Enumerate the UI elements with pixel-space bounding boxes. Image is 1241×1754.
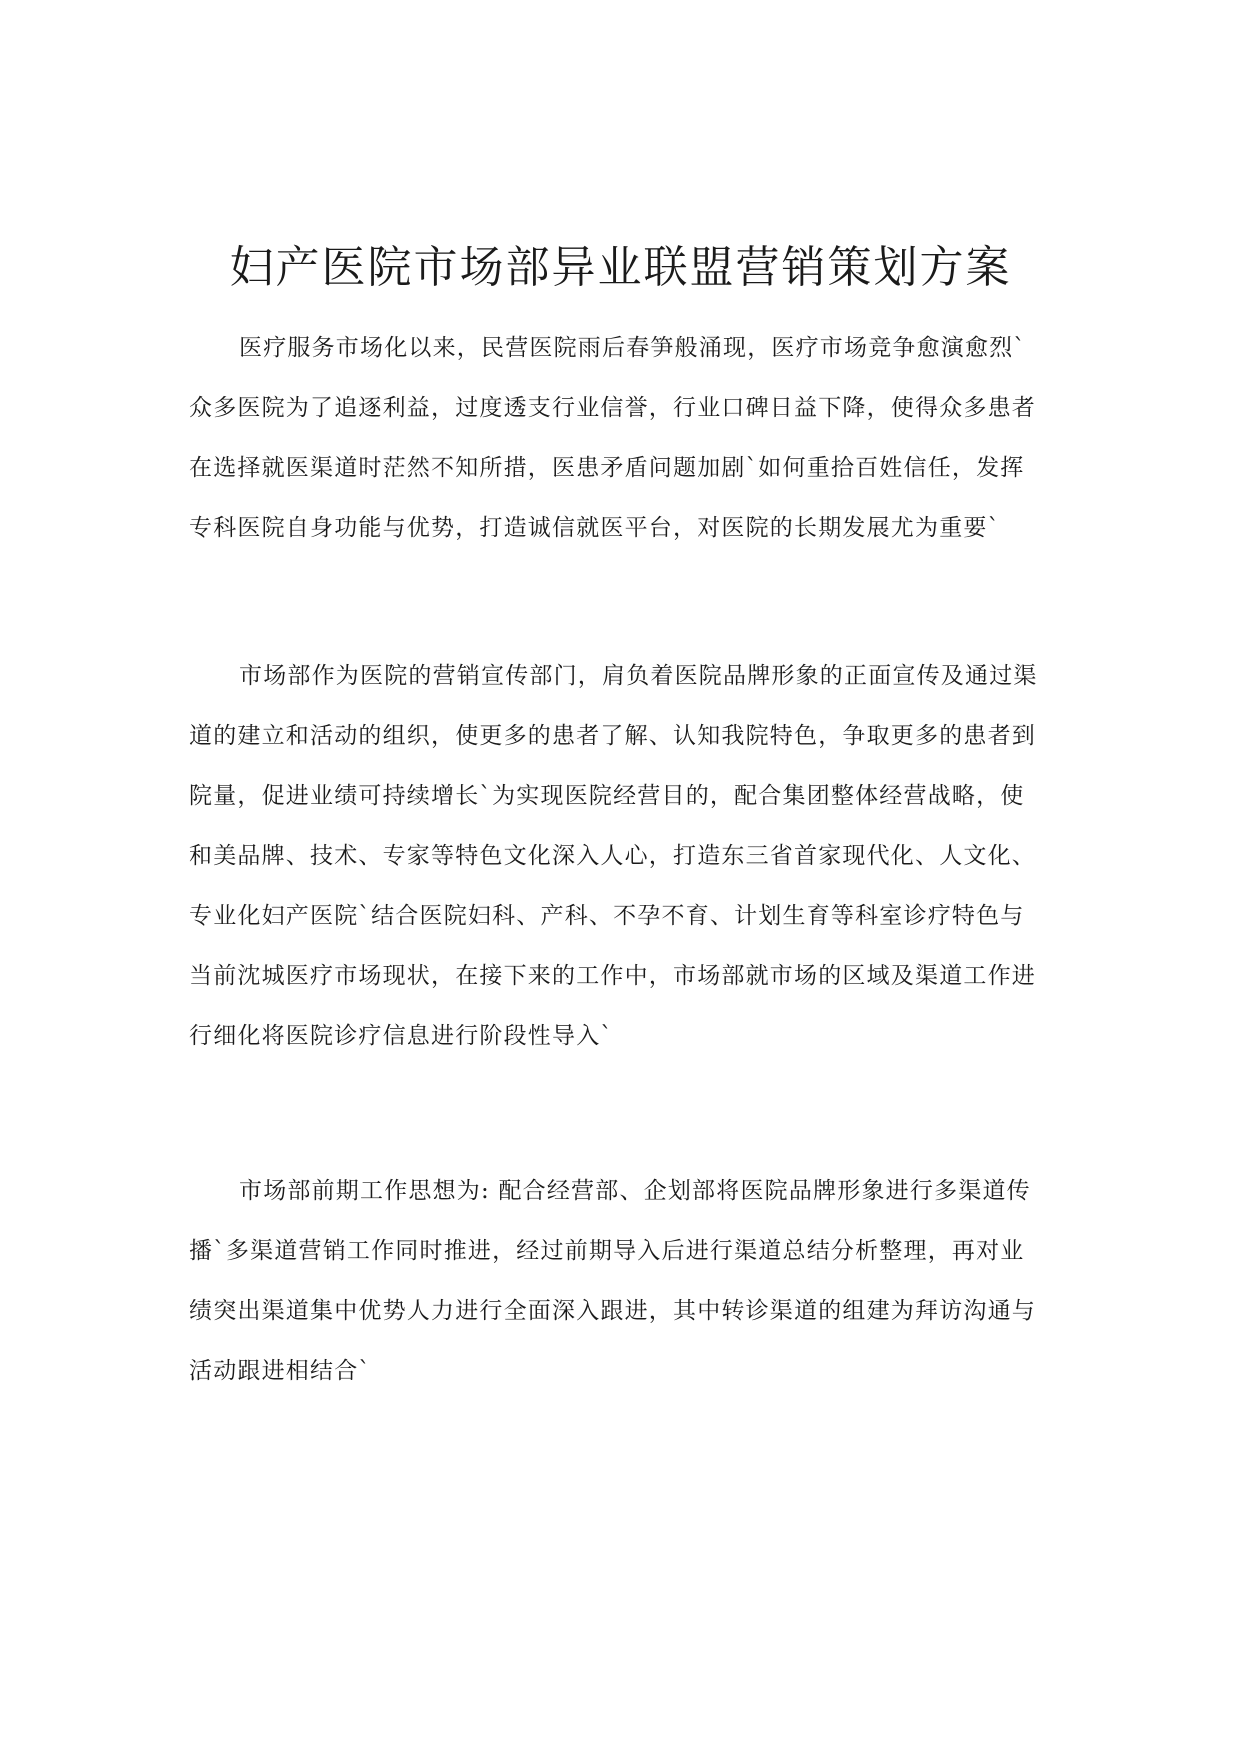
paragraph-3 (189, 1161, 1051, 1401)
paragraph-line: 行细化将医院诊疗信息进行阶段性导入` (189, 1023, 614, 1049)
paragraph-line: 专科医院自身功能与优势，打造诚信就医平台，对医院的长期发展尤为重要` (189, 515, 1001, 541)
paragraph-2 (189, 646, 1051, 1066)
paragraph-line: 道的建立和活动的组织，使更多的患者了解、认知我院特色，争取更多的患者到 (189, 723, 1036, 749)
paragraph-line: 活动跟进相结合` (189, 1358, 372, 1384)
paragraph-line: 院量，促进业绩可持续增长`为实现医院经营目的，配合集团整体经营战略，使 (189, 783, 1025, 809)
document-title: 妇产医院市场部异业联盟营销策划方案 (229, 242, 1012, 293)
paragraph-line: 专业化妇产医院`结合医院妇科、产科、不孕不育、计划生育等科室诊疗特色与 (189, 903, 1025, 929)
paragraph-line: 在选择就医渠道时茫然不知所措，医患矛盾问题加剧`如何重拾百姓信任，发挥 (189, 455, 1025, 481)
paragraph-line: 众多医院为了追逐利益，过度透支行业信誉，行业口碑日益下降，使得众多患者 (189, 395, 1036, 421)
paragraph-line: 医疗服务市场化以来，民营医院雨后春笋般涌现，医疗市场竞争愈演愈烈` (239, 335, 1027, 361)
paragraph-line: 市场部作为医院的营销宣传部门，肩负着医院品牌形象的正面宣传及通过渠 (239, 663, 1038, 689)
paragraph-1 (189, 318, 1051, 558)
paragraph-line: 市场部前期工作思想为: 配合经营部、企划部将医院品牌形象进行多渠道传 (239, 1178, 1031, 1204)
paragraph-line: 和美品牌、技术、专家等特色文化深入人心，打造东三省首家现代化、人文化、 (189, 843, 1036, 869)
paragraph-line: 播`多渠道营销工作同时推进，经过前期导入后进行渠道总结分析整理，再对业 (189, 1238, 1025, 1264)
paragraph-line: 绩突出渠道集中优势人力进行全面深入跟进，其中转诊渠道的组建为拜访沟通与 (189, 1298, 1036, 1324)
paragraph-line: 当前沈城医疗市场现状，在接下来的工作中，市场部就市场的区域及渠道工作进 (189, 963, 1036, 989)
